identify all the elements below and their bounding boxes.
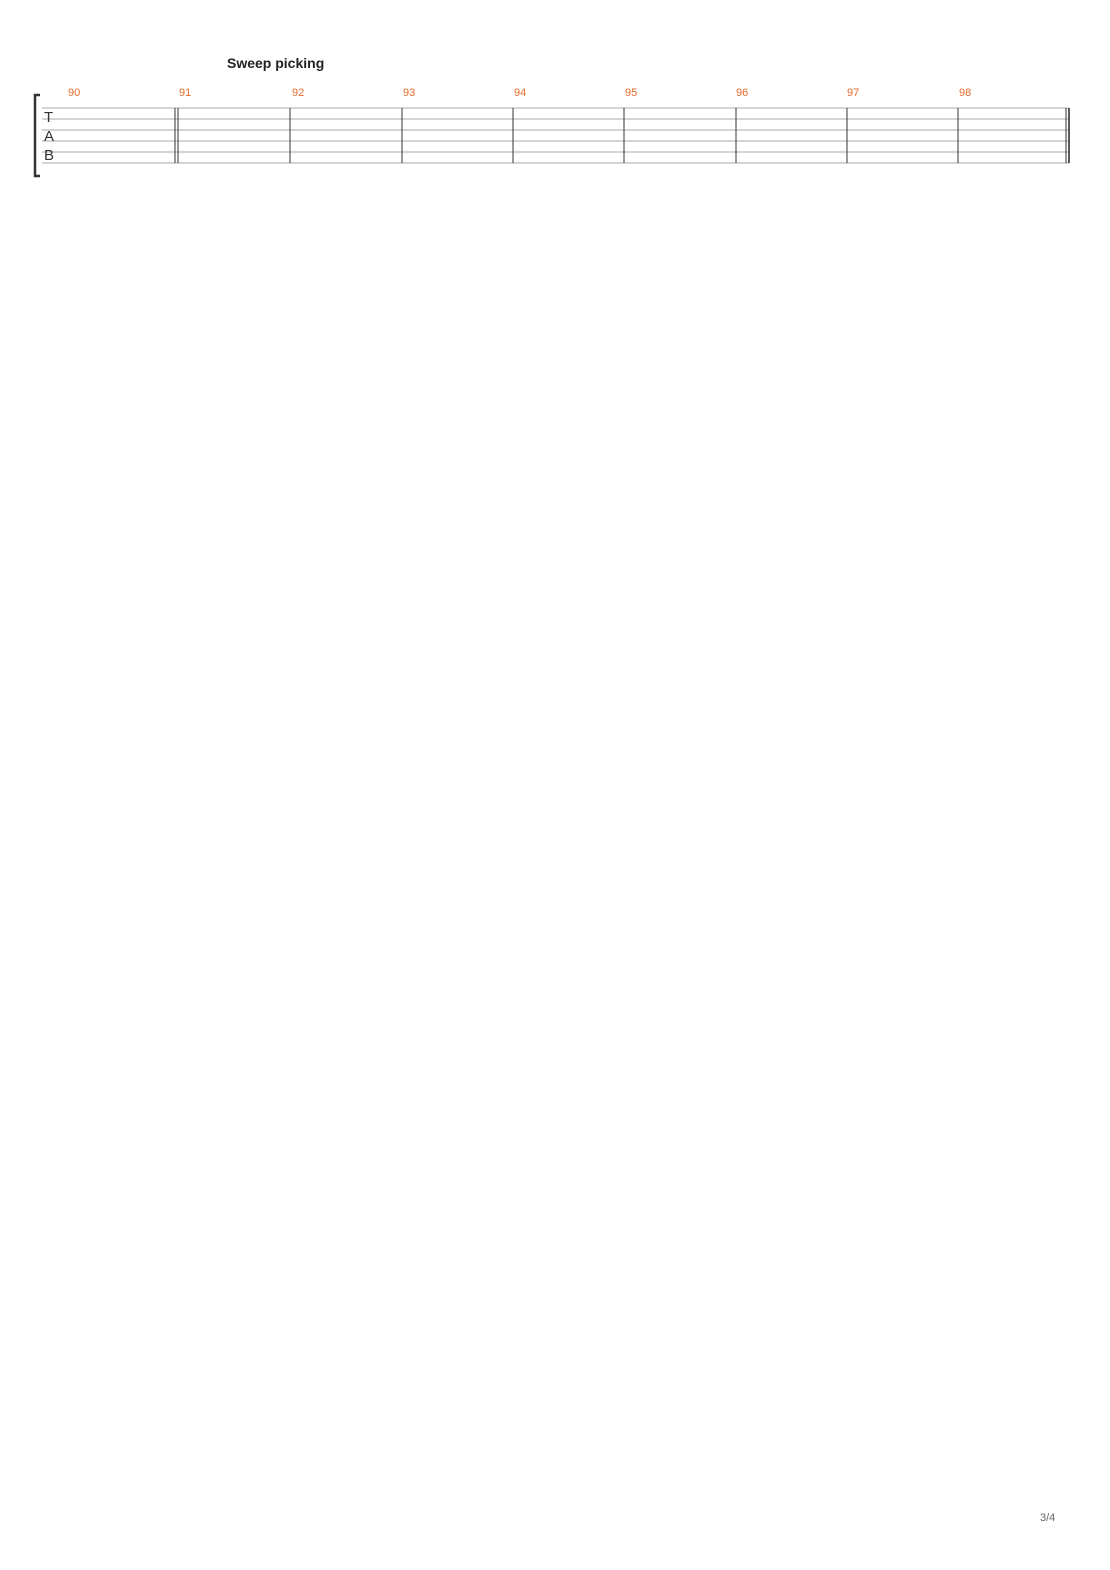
- tab-clef-letter: T: [44, 109, 54, 126]
- section-label: Sweep picking: [227, 55, 325, 71]
- bar-number: 94: [514, 87, 527, 99]
- bar-number: 90: [68, 87, 81, 99]
- bar-number: 96: [736, 87, 749, 99]
- page-number: 3/4: [1040, 1512, 1056, 1524]
- bar-number: 91: [179, 87, 192, 99]
- bar-number: 98: [959, 87, 972, 99]
- tab-clef-letter: B: [44, 147, 55, 164]
- bar-number: 92: [292, 87, 305, 99]
- tab-clef-letter: A: [44, 128, 55, 145]
- bar-number: 95: [625, 87, 638, 99]
- staff-system: [35, 55, 1069, 176]
- staff-bracket: [35, 95, 40, 176]
- bar-number: 93: [403, 87, 416, 99]
- bar-number: 97: [847, 87, 860, 99]
